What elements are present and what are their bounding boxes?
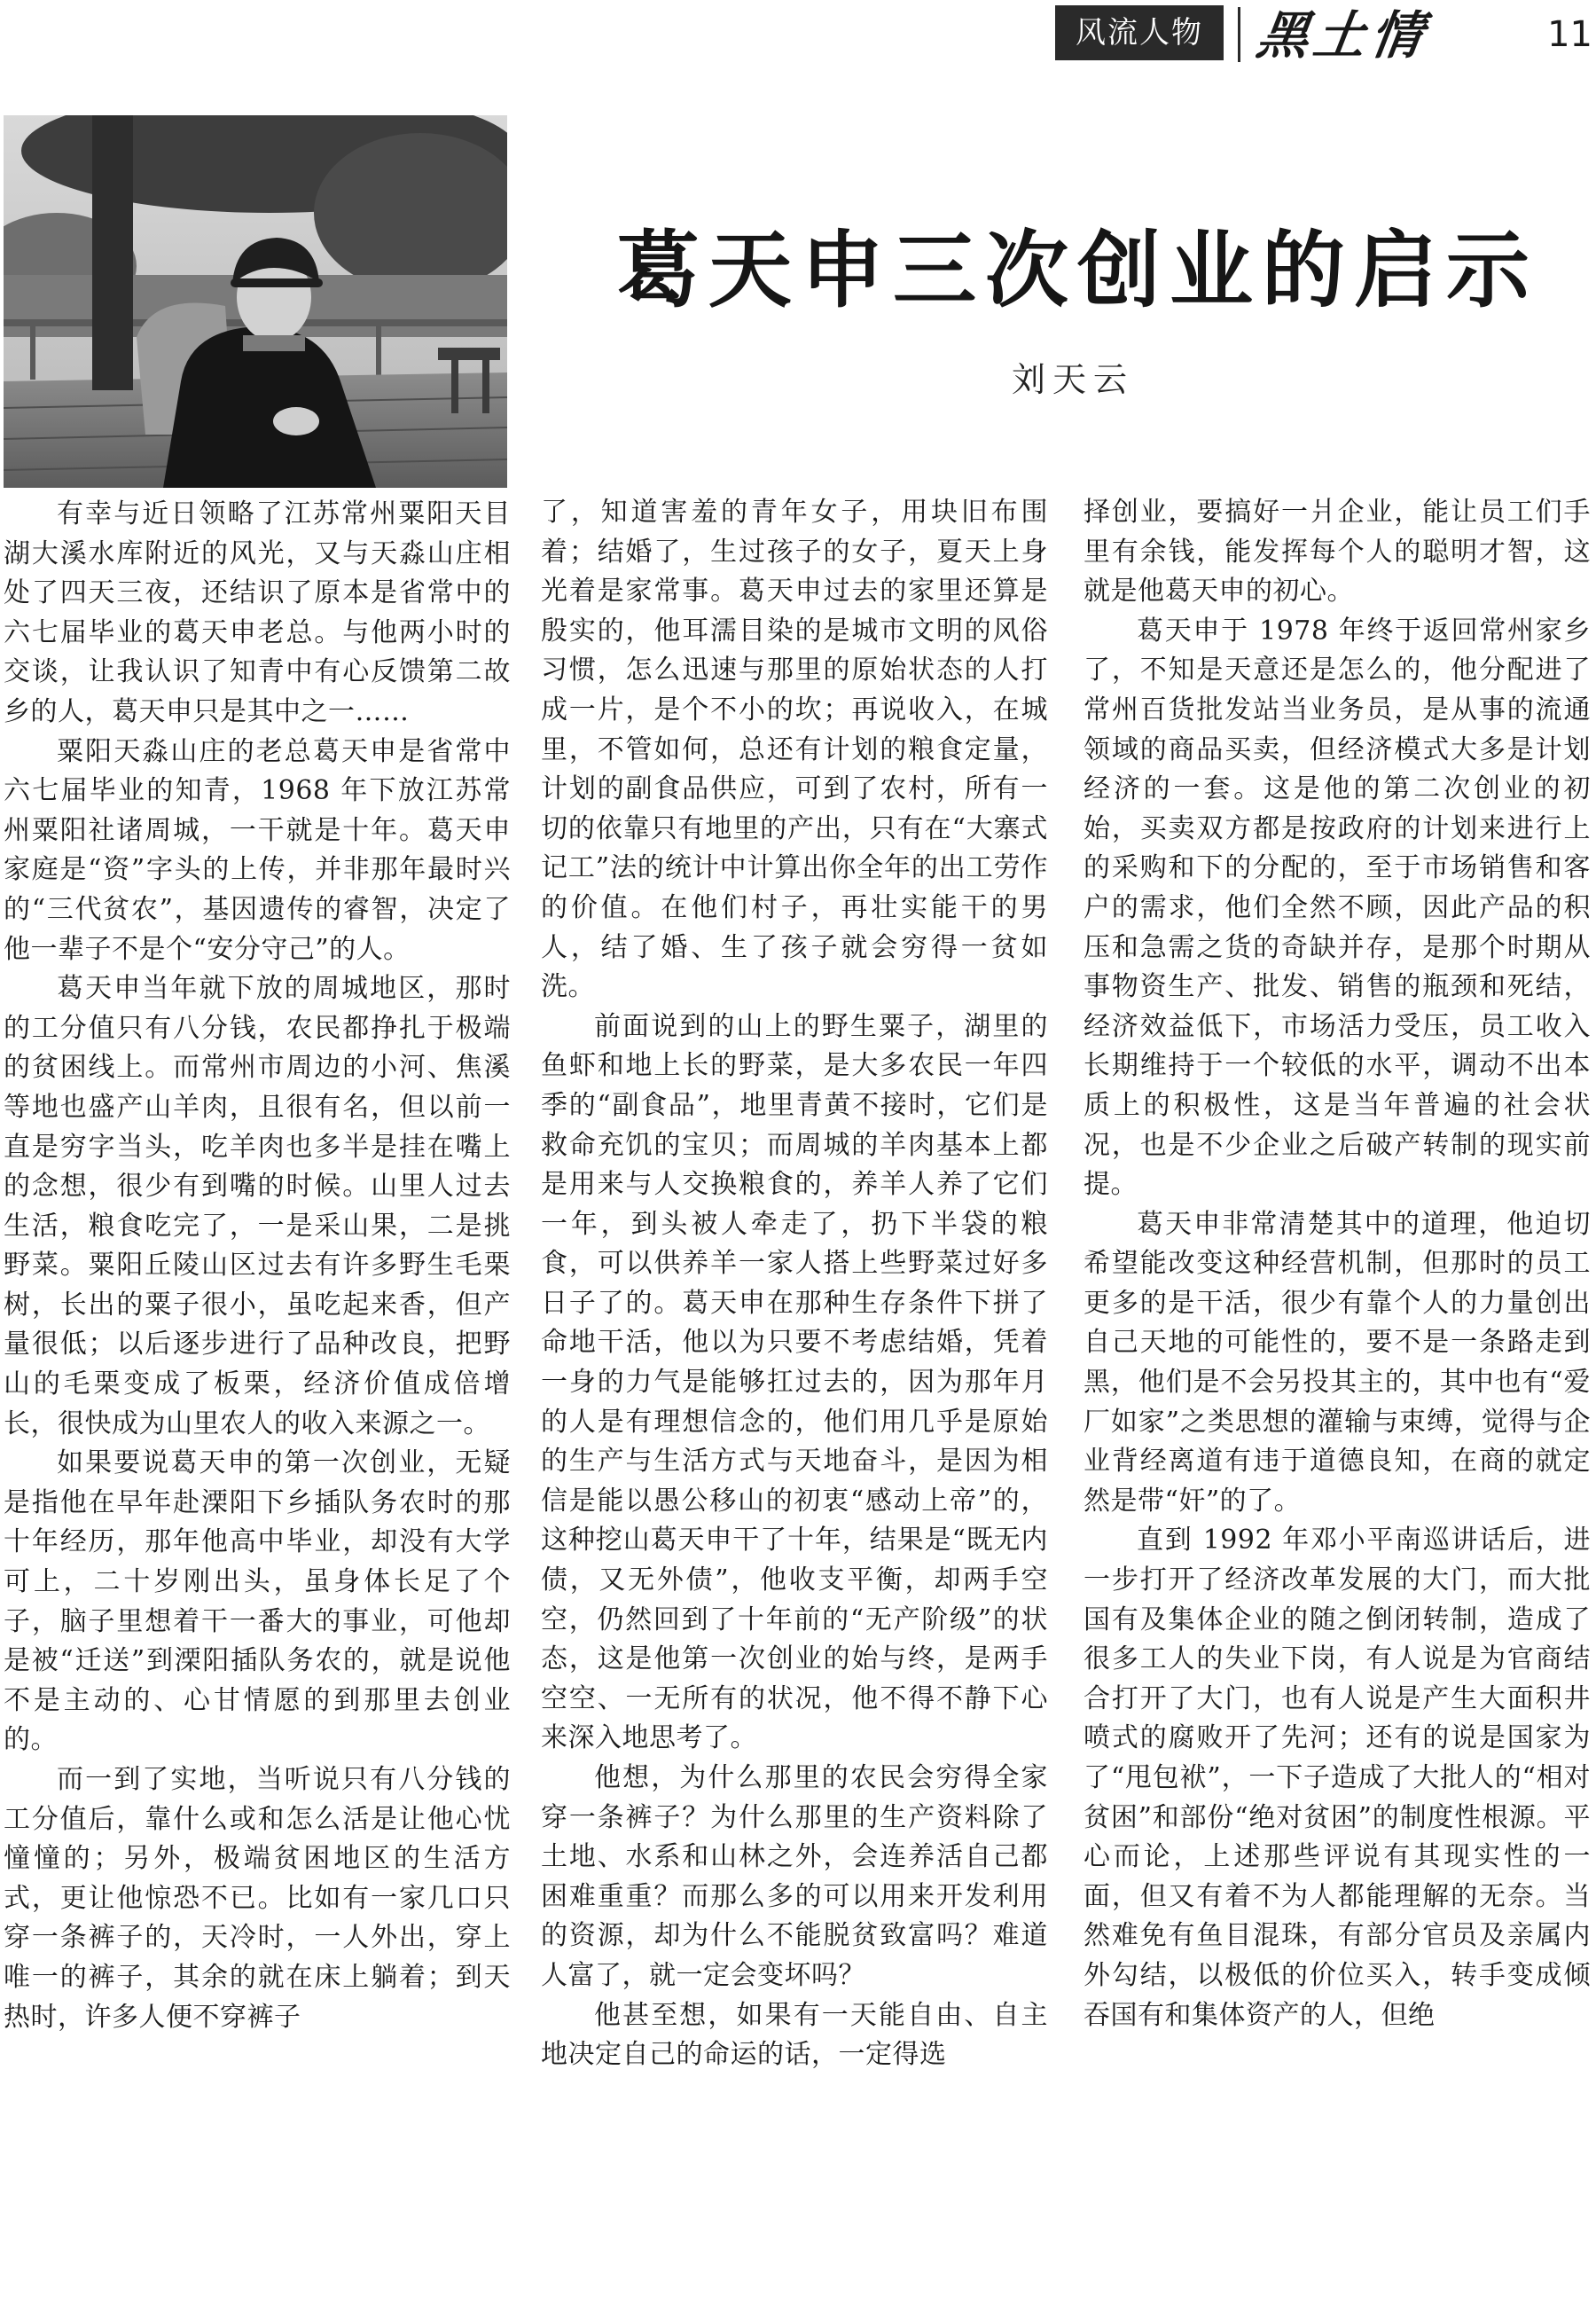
paragraph: 粟阳天淼山庄的老总葛天申是省常中六七届毕业的知青，1968 年下放江苏常州粟阳社诸周城，一干就是十年。葛天申家庭是“资”字头的上传，并非那年最时兴的“三代贫农”，基因遗传的睿智，决定了他一辈子不是个“安分守己”的人。 bbox=[4, 735, 511, 965]
paragraph-continued: 了，知道害羞的青年女子，用块旧布围着；结婚了，生过孩子的女子，夏天上身光着是家常事。葛天申过去的家里还算是殷实的，他耳濡目染的是城市文明的风俗习惯，怎么迅速与那里的原始状态的人打成一片，是个不小的坎；再说收入，在城里，不管如何，总还有计划的粮食定量，计划的副食品供应，可到了农村，所有一切的依靠只有地里的产出，只有在“大寨式记工”法的统计中计算出你全年的出工劳作的价值。在他们村子，再壮实能干的男人，结了婚、生了孩子就会穷得一贫如洗。 bbox=[541, 497, 1048, 1003]
paragraph-continued: 择创业，要搞好一爿企业，能让员工们手里有余钱，能发挥每个人的聪明才智，这就是他葛天申的初心。 bbox=[1084, 497, 1591, 608]
header-divider bbox=[1238, 7, 1240, 62]
page-number: 11 bbox=[1547, 14, 1592, 55]
page-header bbox=[0, 0, 1596, 74]
paragraph: 他想，为什么那里的农民会穷得全家穿一条裤子？为什么那里的生产资料除了土地、水系和山林之外，会连养活自己都困难重重？而那么多的可以用来开发利用的资源，却为什么不能脱贫致富吗？难道人富了，就一定会变坏吗？ bbox=[541, 1762, 1048, 1991]
paragraph: 如果要说葛天申的第一次创业，无疑是指他在早年赴溧阳下乡插队务农时的那十年经历，那年他高中毕业，却没有大学可上，二十岁刚出头，虽身体长足了个子，脑子里想着干一番大的事业，可他却是被“迁送”到溧阳插队务农的，就是说他不是主动的、心甘情愿的到那里去创业的。 bbox=[4, 1447, 511, 1756]
text-column-2 bbox=[541, 493, 1048, 2075]
text-column-3 bbox=[1084, 493, 1591, 2035]
portrait-photo bbox=[4, 115, 507, 488]
article-title: 葛天申三次创业的启示 bbox=[615, 222, 1538, 319]
paragraph: 葛天申当年就下放的周城地区，那时的工分值只有八分钱，农民都挣扎于极端的贫困线上。而常州市周边的小河、焦溪等地也盛产山羊肉，且很有名，但以前一直是穷字当头，吃羊肉也多半是挂在嘴上的念想，很少有到嘴的时候。山里人过去生活，粮食吃完了，一是采山果，二是挑野菜。粟阳丘陵山区过去有许多野生毛栗树，长出的粟子很小，虽吃起来香，但产量很低；以后逐步进行了品种改良，把野山的毛栗变成了板栗，经济价值成倍增长，很快成为山里农人的收入来源之一。 bbox=[4, 973, 511, 1439]
paragraph: 葛天申非常清楚其中的道理，他迫切希望能改变这种经营机制，但那时的员工更多的是干活，很少有靠个人的力量创出自己天地的可能性的，要不是一条路走到黑，他们是不会另投其主的，其中也有“爱厂如家”之类思想的灌输与束缚，觉得与企业背经离道有违于道德良知，在商的就定然是带“奸”的了。 bbox=[1084, 1208, 1591, 1517]
text-column-1 bbox=[4, 495, 511, 2037]
paragraph: 而一到了实地，当听说只有八分钱的工分值后，靠什么或和怎么活是让他心忧憧憧的；另外，极端贫困地区的生活方式，更让他惊恐不已。比如有一家几口只穿一条裤子的，天冷时，一人外出，穿上唯一的裤子，其余的就在床上躺着；到天热时，许多人便不穿裤子 bbox=[4, 1764, 511, 2033]
paragraph: 直到 1992 年邓小平南巡讲话后，进一步打开了经济改革发展的大门，而大批国有及集体企业的随之倒闭转制，造成了很多工人的失业下岗，有人说是为官商结合打开了大门，也有人说是产生大面积井喷式的腐败开了先河；还有的说是国家为了“甩包袱”，一下子造成了大批人的“相对贫困”和部份“绝对贫困”的制度性根源。平心而论，上述那些评说有其现实性的一面，但又有着不为人都能理解的无奈。当然难免有鱼目混珠，有部分官员及亲属内外勾结，以极低的价位买入，转手变成倾吞国有和集体资产的人，但绝 bbox=[1084, 1525, 1591, 2031]
article-author: 刘天云 bbox=[1011, 360, 1134, 399]
portrait-photo-icon bbox=[4, 115, 507, 488]
paragraph: 前面说到的山上的野生粟子，湖里的鱼虾和地上长的野菜，是大多农民一年四季的“副食品”，地里青黄不接时，它们是救命充饥的宝贝；而周城的羊肉基本上都是用来与人交换粮食的，养羊人养了它们一年，到头被人牵走了，扔下半袋的粮食，可以供养羊一家人搭上些野菜过好多日子了的。葛天申在那种生存条件下拼了命地干活，他以为只要不考虑结婚，凭着一身的力气是能够扛过去的，因为那年月的人是有理想信念的，他们用几乎是原始的生产与生活方式与天地奋斗，是因为相信是能以愚公移山的初衷“感动上帝”的，这种挖山葛天申干了十年，结果是“既无内债，又无外债”，他收支平衡，却两手空空，仍然回到了十年前的“无产阶级”的状态，这是他第一次创业的始与终，是两手空空、一无所有的状况，他不得不静下心来深入地思考了。 bbox=[541, 1010, 1048, 1754]
paragraph: 有幸与近日领略了江苏常州粟阳天目湖大溪水库附近的风光，又与天淼山庄相处了四天三夜，还结识了原本是省常中的六七届毕业的葛天申老总。与他两小时的交谈，让我认识了知青中有心反馈第二故乡的人，葛天申只是其中之一…… bbox=[4, 498, 511, 727]
paragraph: 葛天申于 1978 年终于返回常州家乡了，不知是天意还是怎么的，他分配进了常州百货批发站当业务员，是从事的流通领域的商品买卖，但经济模式大多是计划经济的一套。这是他的第二次创业的初始，买卖双方都是按政府的计划来进行上的采购和下的分配的，至于市场销售和客户的需求，他们全然不顾，因此产品的积压和急需之货的奇缺并存，是那个时期从事物资生产、批发、销售的瓶颈和死结，经济效益低下，市场活力受压，员工收入长期维持于一个较低的水平，调动不出本质上的积极性，这是当年普遍的社会状况，也是不少企业之后破产转制的现实前提。 bbox=[1084, 615, 1591, 1201]
paragraph: 他甚至想，如果有一天能自由、自主地决定自己的命运的话，一定得选 bbox=[541, 1999, 1048, 2071]
section-tag: 风流人物 bbox=[1055, 5, 1224, 60]
magazine-title: 黑土情 bbox=[1253, 5, 1432, 66]
